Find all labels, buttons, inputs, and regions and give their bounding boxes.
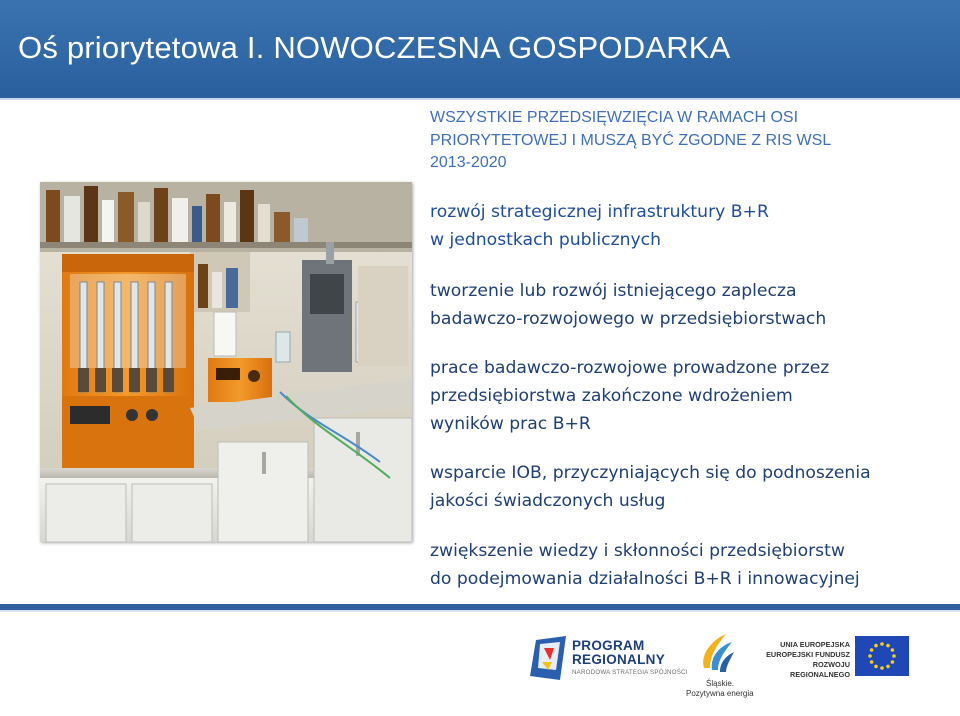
footer-logos — [0, 612, 960, 716]
list-item-line: rozwój strategicznej infrastruktury B+R — [430, 202, 769, 222]
eu-line-3: ROZWOJU REGIONALNEGO — [790, 660, 850, 679]
list-item — [430, 277, 826, 333]
eu-flag-icon — [855, 636, 909, 676]
slaskie-icon — [696, 630, 736, 676]
program-regionalny-icon — [530, 636, 570, 686]
regionalny-label: REGIONALNY — [572, 652, 666, 667]
program-label: PROGRAM — [572, 638, 645, 653]
list-item-line: wsparcie IOB, przyczyniających się do podnoszenia — [430, 463, 871, 483]
list-item-line: wyników prac B+R — [430, 414, 591, 434]
slide-title: Oś priorytetowa I. NOWOCZESNA GOSPODARKA — [18, 30, 731, 65]
list-item-line: zwiększenie wiedzy i skłonności przedsiębiorstw — [430, 541, 845, 561]
eu-text-block — [754, 640, 850, 680]
list-item-line: badawczo-rozwojowego w przedsiębiorstwach — [430, 309, 827, 329]
slaskie-label: Śląskie. — [706, 679, 735, 688]
list-item-line: prace badawczo-rozwojowe prowadzone przez — [430, 358, 830, 378]
list-item-line: tworzenie lub rozwój istniejącego zaplecza — [430, 281, 797, 301]
laboratory-photo — [40, 182, 412, 542]
intro-line-1: WSZYSTKIE PRZEDSIĘWZIĘCIA W RAMACH OSI — [430, 109, 799, 126]
eu-line-1: UNIA EUROPEJSKA — [780, 640, 850, 649]
list-item — [430, 198, 769, 254]
header-divider — [0, 98, 960, 100]
list-item-line: w jednostkach publicznych — [430, 230, 662, 250]
eu-line-2: EUROPEJSKI FUNDUSZ — [766, 650, 850, 659]
list-item-line: przedsiębiorstwa zakończone wdrożeniem — [430, 386, 793, 406]
list-item — [430, 459, 871, 515]
eu-logo — [754, 634, 914, 694]
strategy-label: NARODOWA STRATEGIA SPÓJNOŚCI — [572, 669, 688, 676]
slide-header — [0, 0, 960, 98]
intro-line-3: 2013-2020 — [430, 154, 507, 171]
program-regionalny-logo — [530, 632, 688, 692]
intro-heading — [430, 107, 900, 175]
slaskie-slogan: Pozytywna energia — [686, 689, 754, 698]
slaskie-logo — [686, 630, 754, 700]
intro-line-2: PRIORYTETOWEJ I MUSZĄ BYĆ ZGODNE Z RIS WSL — [430, 131, 832, 149]
list-item — [430, 354, 829, 438]
list-item-line: do podejmowania działalności B+R i innowacyjnej — [430, 569, 860, 589]
content-column — [430, 107, 950, 589]
list-item-line: jakości świadczonych usług — [430, 491, 666, 511]
list-item — [430, 537, 860, 593]
